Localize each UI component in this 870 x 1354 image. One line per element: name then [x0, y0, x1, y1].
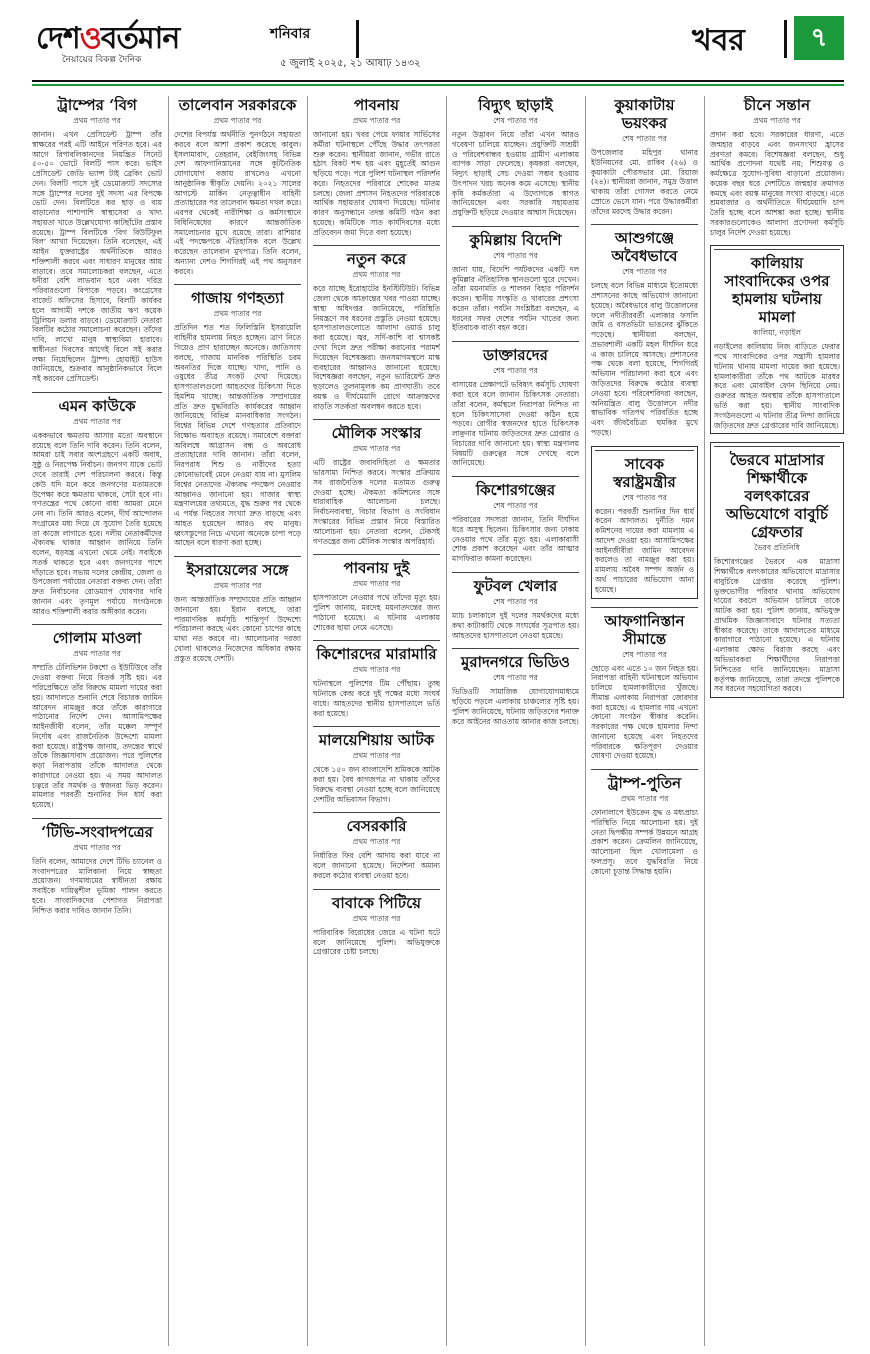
- story-body: ঘটনাস্থলে পুলিশের টিম পৌঁছায়। তুচ্ছ ঘটনাকে কেন্দ্র করে দুই পক্ষের মধ্যে সংঘর্ষ বাধে। আহতদের স্থানীয় হাসপাতালে ভর্তি করা হয়েছে।: [313, 679, 440, 718]
- column-4: [452, 96, 579, 1348]
- news-story: [313, 245, 440, 411]
- news-story: [32, 818, 162, 916]
- story-headline: কুমিল্লায় বিদেশি: [452, 226, 579, 251]
- news-story: [32, 96, 162, 384]
- story-headline: গাজায় গণহত্যা: [174, 284, 301, 309]
- news-story: [710, 96, 844, 237]
- story-body: চলছে বলে বিভিন্ন মাধ্যমে ইতোমধ্যে প্রশাসনের কাছে অভিযোগ জানানো হয়েছে। অবৈধভাবে বালু উত্তোলনের ফলে নদীতীরবর্তী এলাকার ফসলি জমি ও বসতভিটা ভাঙনের ঝুঁকিতে পড়েছে। স্থানীয়রা বলছেন, প্রভাবশালী একটি মহল দীর্ঘদিন ধরে এ কাজ চালিয়ে আসছে। প্রশাসনের পক্ষ থেকে বলা হয়েছে, শিগগিরই অভিযান পরিচালনা করা হবে এবং জড়িতদের বিরুদ্ধে কঠোর ব্যবস্থা নেওয়া হবে। পরিবেশবিদরা বলছেন, অনিয়ন্ত্রিত বালু উত্তোলনে নদীর স্বাভাবিক গতিপথ পরিবর্তিত হচ্ছে এবং জীববৈচিত্র্য হুমকির মুখে পড়ছে।: [591, 281, 698, 437]
- news-story: [452, 572, 579, 640]
- story-headline: ‘টিভি-সংবাদপত্রের: [32, 818, 162, 843]
- story-headline: চীনে সন্তান: [743, 96, 811, 114]
- story-body: উপজেলার মহিপুর থানার ইউনিয়নের মো. রাকিব (২৬) ও কুয়াকাটা পৌরসভার মো. রিয়াজ (২৪)। স্থানীয়রা জানান, সমুদ্র উত্তাল থাকায় তাঁরা গোসল করতে নেমে স্রোতে ভেসে যান। পরে উদ্ধারকর্মীরা তাঁদের মরদেহ উদ্ধার করেন।: [591, 148, 698, 216]
- story-headline: তালেবান সরকারকে: [178, 96, 297, 114]
- story-continuation-note: শেষ পাতার পর: [622, 267, 667, 277]
- column-rule: [585, 96, 586, 1346]
- story-body: করে যাচ্ছে ইরোহাটের ইনস্টিটিউট। বিভিন্ন জেলা থেকে আক্রান্তের খবর পাওয়া যাচ্ছে। স্বাস্থ্য অধিদপ্তর জানিয়েছে, পরিস্থিতি নিয়ন্ত্রণে সব ধরনের প্রস্তুতি নেওয়া হয়েছে। হাসপাতালগুলোতে আলাদা ওয়ার্ড চালু করা হয়েছে। জ্বর, সর্দি-কাশি বা শ্বাসকষ্ট দেখা দিলে দ্রুত পরীক্ষা করানোর পরামর্শ দিয়েছেন বিশেষজ্ঞরা। জনসমাগমস্থলে মাস্ক ব্যবহারের আহ্বানও জানানো হয়েছে। বিশেষজ্ঞরা বলছেন, নতুন ভ্যারিয়েন্ট দ্রুত ছড়ালেও তুলনামূলক কম প্রাণঘাতী। তবে বয়স্ক ও দীর্ঘমেয়াদি রোগে আক্রান্তদের বাড়তি সতর্কতা অবলম্বন করতে হবে।: [313, 284, 440, 411]
- story-body: থেকে ১৫০ জন বাংলাদেশি শ্রমিককে আটক করা হয়। বৈধ কাগজপত্র না থাকায় তাঁদের বিরুদ্ধে ব্যবস্থা নেওয়া হচ্ছে বলে জানিয়েছে দেশটির অভিবাসন বিভাগ।: [313, 765, 440, 804]
- story-headline: ট্রাম্প-পুতিন: [591, 769, 698, 794]
- news-story: [452, 341, 579, 468]
- story-body: জানানো হয়। খবর পেয়ে ফায়ার সার্ভিসের কর্মীরা ঘটনাস্থলে পৌঁছে উদ্ধার তৎপরতা শুরু করেন। স্থানীয়রা জানান, গভীর রাতে হঠাৎ বিকট শব্দ হয় এবং মুহূর্তেই আগুন ছড়িয়ে পড়ে। পরে পুলিশ ঘটনাস্থল পরিদর্শন করে। নিহতদের পরিবারে শোকের মাতম চলছে। জেলা প্রশাসন নিহতদের পরিবারকে আর্থিক সহায়তার ঘোষণা দিয়েছে। ঘটনার কারণ অনুসন্ধানে তদন্ত কমিটি গঠন করা হয়েছে। কমিটিকে সাত কার্যদিবসের মধ্যে প্রতিবেদন জমা দিতে বলা হয়েছে।: [313, 130, 440, 237]
- story-body: সম্প্রতি টেলিভিশন টকশো ও ইউটিউবে তাঁর দেওয়া বক্তব্য নিয়ে বিতর্ক সৃষ্টি হয়। এর পরিপ্রেক্ষিতে তাঁর বিরুদ্ধে মামলা দায়ের করা হয়। আদালতে শুনানি শেষে বিচারক জামিন আবেদন নামঞ্জুর করে তাঁকে কারাগারে পাঠানোর নির্দেশ দেন। আসামিপক্ষের আইনজীবী বলেন, তাঁর মক্কেল সম্পূর্ণ নির্দোষ এবং রাজনৈতিক উদ্দেশ্যে মামলা করা হয়েছে। রাষ্ট্রপক্ষ জানায়, তদন্তের স্বার্থে তাঁকে জিজ্ঞাসাবাদ প্রয়োজন। পরে পুলিশের কড়া নিরাপত্তায় তাঁকে আদালত থেকে কারাগারে নেওয়া হয়। এ সময় আদালত চত্বরে তাঁর সমর্থক ও স্বজনরা ভিড় করেন। মামলার পরবর্তী শুনানির দিন ধার্য করা হয়েছে।: [32, 663, 162, 810]
- story-body: বাসায়ের প্রেক্ষাপটে ভবিষ্যৎ কর্মসূচি ঘোষণা করা হবে বলে জানান চিকিৎসক নেতারা। তাঁরা বলেন, কর্মস্থলে নিরাপত্তা নিশ্চিত না হলে চিকিৎসাসেবা দেওয়া কঠিন হয়ে পড়বে। রোগীর স্বজনদের হাতে চিকিৎসক লাঞ্ছনার ঘটনায় জড়িতদের দ্রুত গ্রেপ্তার ও বিচারের দাবি জানানো হয়। স্বাস্থ্য মন্ত্রণালয় বিষয়টি গুরুত্বের সঙ্গে দেখছে বলে জানিয়েছে।: [452, 380, 579, 468]
- story-body: নির্ধারিত ফির বেশি আদায় করা যাবে না বলে জানানো হয়েছে। নির্দেশনা অমান্য করলে কঠোর ব্যবস্থা নেওয়া হবে।: [313, 851, 440, 880]
- column-rule: [704, 96, 705, 1346]
- news-story: [452, 96, 579, 218]
- news-story: [313, 419, 440, 546]
- story-body: জানান। এখন প্রেসিডেন্ট ট্রাম্প তাঁর স্বাক্ষরের পরই এটি আইনে পরিণত হবে। এর আগে রিপাবলিকানদের নিয়ন্ত্রিত সিনেট ৫০-৫০ ভোটে বিলটি পাস করে। ভাইস প্রেসিডেন্ট জেডি ভ্যান্স টাই ব্রেকিং ভোট দেন। বিলটি পাসে দুই ডেমোক্র্যাট সদস্যের সঙ্গে ট্রাম্পের দলের দুই সদস্য এর বিপক্ষে ভোট দেন। বিলটিতে কর ছাড় ও ব্যয় বাড়ানোর পাশাপাশি স্বাস্থ্যসেবা ও খাদ্য সহায়তা খাতে উল্লেখযোগ্য কাটছাঁটের প্রস্তাব রয়েছে। ট্রাম্প বিলটিকে ‘বিগ বিউটিফুল বিল’ আখ্যা দিয়েছেন। তিনি বলেছেন, এই আইন যুক্তরাষ্ট্রের অর্থনীতিকে আরও শক্তিশালী করবে এবং সাধারণ মানুষের আয় বাড়াবে। তবে সমালোচকরা বলছেন, এতে ধনীরা বেশি লাভবান হবে এবং দরিদ্র পরিবারগুলো বিপাকে পড়বে। কংগ্রেসের বাজেট অফিসের হিসাবে, বিলটি কার্যকর হলে আগামী দশকে জাতীয় ঋণ কয়েক ট্রিলিয়ন ডলার বাড়বে। ডেমোক্র্যাট নেতারা বিলটির কঠোর সমালোচনা করেছেন। তাঁদের দাবি, লাখো মানুষ স্বাস্থ্যবিমা হারাবে। স্বাধীনতা দিবসের আগেই বিলে সই করার লক্ষ্য নিয়েছিলেন ট্রাম্প। হোয়াইট হাউস জানিয়েছে, শুক্রবার আনুষ্ঠানিকভাবে বিলে সই করবেন প্রেসিডেন্ট।: [32, 130, 162, 384]
- story-continuation-note: প্রথম পাতার পর: [352, 665, 401, 675]
- story-body: নতুন উদ্ভাবন নিয়ে তাঁরা এখন আরও গবেষণা চালিয়ে যাচ্ছেন। প্রযুক্তিটি সাশ্রয়ী ও পরিবেশবান্ধব হওয়ায় গ্রামীণ এলাকায় ব্যাপক সাড়া ফেলেছে। কৃষকরা বলছেন, বিদ্যুৎ ছাড়াই সেচ দেওয়া সম্ভব হওয়ায় উৎপাদন খরচ অনেক কমে এসেছে। স্থানীয় কৃষি কর্মকর্তারা এ উদ্যোগকে স্বাগত জানিয়েছেন এবং সরকারি সহায়তায় প্রযুক্তিটি ছড়িয়ে দেওয়ার আশ্বাস দিয়েছেন।: [452, 130, 579, 218]
- news-story: [591, 607, 698, 762]
- news-story: [32, 624, 162, 809]
- story-continuation-note: প্রথম পাতার পর: [352, 116, 401, 125]
- story-headline: পাবনায় দুই: [313, 554, 440, 579]
- logo-circle-letter: ও: [79, 21, 101, 56]
- story-headline: নতুন করে: [313, 245, 440, 270]
- news-story: [313, 889, 440, 957]
- news-story: [452, 648, 579, 726]
- newspaper-logo: দেশওবর্তমান: [36, 21, 180, 56]
- story-body: তিনি বলেন, আমাদের দেশে টিভি চ্যানেল ও সংবাদপত্রের মালিকানা নিয়ে স্বচ্ছতা প্রয়োজন। গণমাধ্যমের স্বাধীনতা রক্ষায় সবাইকে দায়িত্বশীল ভূমিকা পালন করতে হবে। সাংবাদিকদের পেশাগত নিরাপত্তা নিশ্চিত করার দাবিও জানান তিনি।: [32, 856, 162, 915]
- story-headline: ভৈরবে মাদ্রাসার শিক্ষার্থীকে বলৎকারের অভিযোগে বাবুর্চি গ্রেফতার: [714, 446, 840, 543]
- story-continuation-note: প্রথম পাতার পর: [352, 579, 401, 589]
- story-headline: কুয়াকাটায় ভয়ংকর: [614, 96, 675, 132]
- story-continuation-note: শেষ পাতার পর: [493, 366, 538, 376]
- news-story: [313, 96, 440, 237]
- story-headline: গোলাম মাওলা: [32, 624, 162, 649]
- news-story: [591, 446, 698, 599]
- story-headline: আফগানিস্তান সীমান্তে: [591, 607, 698, 650]
- story-continuation-note: প্রথম পাতার পর: [620, 794, 669, 804]
- story-continuation-note: প্রথম পাতার পর: [73, 842, 121, 852]
- story-continuation-note: প্রথম পাতার পর: [352, 270, 401, 280]
- story-continuation-note: প্রথম পাতার পর: [73, 649, 121, 659]
- story-body: দেশের বিপর্যস্ত অর্থনীতি পুনর্গঠনে সহায়তা করবে বলে আশা প্রকাশ করেছে কাবুল। ইসলামাবাদ, তেহরান, বেইজিংসহ বিভিন্ন দেশ আফগানিস্তানের সঙ্গে কূটনৈতিক যোগাযোগ বজায় রাখলেও এখনো আনুষ্ঠানিক স্বীকৃতি দেয়নি। ২০২১ সালের আগস্টে মার্কিন নেতৃত্বাধীন বাহিনী প্রত্যাহারের পর তালেবান ক্ষমতা দখল করে। এরপর থেকেই নারীশিক্ষা ও কর্মসংস্থানে বিধিনিষেধের কারণে আন্তর্জাতিক সমালোচনার মুখে রয়েছে তারা। রাশিয়ার এই পদক্ষেপকে ঐতিহাসিক বলে উল্লেখ করেছেন তালেবান মুখপাত্র। তিনি বলেন, অন্যান্য দেশও শিগগিরই এই পথ অনুসরণ করবে।: [174, 130, 301, 276]
- masthead-divider: [356, 20, 359, 58]
- column-rule: [446, 96, 447, 1346]
- news-story: [313, 812, 440, 880]
- masthead-divider: [784, 20, 787, 58]
- news-story: [591, 224, 698, 437]
- story-body: নড়াইলের কালিয়ায় নিজ বাড়িতে ফেরার পথে সাংবাদিকের ওপর সন্ত্রাসী হামলার ঘটনায় থানায় মামলা দায়ের করা হয়েছে। হামলাকারীরা তাঁকে পথ আটকে মারধর করে এবং মোবাইল ফোন ছিনিয়ে নেয়। গুরুতর আহত অবস্থায় তাঁকে হাসপাতালে ভর্তি করা হয়। স্থানীয় সাংবাদিক সংগঠনগুলো এ ঘটনার তীব্র নিন্দা জানিয়ে জড়িতদের দ্রুত গ্রেপ্তারের দাবি জানিয়েছে।: [714, 342, 840, 430]
- story-headline: ডাক্তারদের: [452, 341, 579, 366]
- column-6: [710, 96, 844, 1348]
- news-story: [174, 96, 301, 276]
- story-continuation-note: প্রথম পাতার পর: [213, 309, 262, 319]
- column-1: [32, 96, 162, 1348]
- story-body: ফোনালাপে ইউক্রেন যুদ্ধ ও মধ্যপ্রাচ্য পরিস্থিতি নিয়ে আলোচনা হয়। দুই নেতা দ্বিপক্ষীয় সম্পর্ক উন্নয়নে আগ্রহ প্রকাশ করেন। ক্রেমলিন জানিয়েছে, আলোচনা ছিল খোলামেলা ও ফলপ্রসূ। তবে যুদ্ধবিরতি নিয়ে কোনো চূড়ান্ত সিদ্ধান্ত হয়নি।: [591, 808, 698, 876]
- story-body: এটি রাষ্ট্রের জবাবদিহিতা ও ক্ষমতার ভারসাম্য নিশ্চিত করবে। সংস্কার প্রক্রিয়ায় সব রাজনৈতিক দলের মতামত গুরুত্ব দেওয়া হচ্ছে। ঐকমত্য কমিশনের সঙ্গে ধারাবাহিক আলোচনা চলছে। নির্বাচনব্যবস্থা, বিচার বিভাগ ও সংবিধান সংস্কারের বিভিন্ন প্রস্তাব নিয়ে বিস্তারিত আলোচনা হয়। নেতারা বলেন, টেকসই গণতন্ত্রের জন্য মৌলিক সংস্কার অপরিহার্য।: [313, 458, 440, 546]
- story-continuation-note: শেষ পাতার পর: [493, 116, 538, 125]
- story-continuation-note: শেষ পাতার পর: [493, 501, 538, 511]
- story-continuation-note: প্রথম পাতার পর: [352, 837, 401, 847]
- day-name: শনিবার: [270, 26, 311, 42]
- story-headline: ট্রাম্পের ‘বিগ: [57, 96, 137, 114]
- column-rule: [307, 96, 308, 1346]
- story-continuation-note: প্রথম পাতার পর: [73, 116, 121, 125]
- story-continuation-note: শেষ পাতার পর: [493, 250, 538, 260]
- tagline: নৈয়ায়ের বিকল্প দৈনিক: [62, 55, 142, 65]
- story-headline: মালয়েশিয়ায় আটক: [313, 726, 440, 751]
- story-headline: বাবাকে পিটিয়ে: [313, 889, 440, 914]
- story-body: ম্যাচ চলাকালে দুই দলের সমর্থকদের মধ্যে কথা কাটাকাটি থেকে সংঘর্ষের সূত্রপাত হয়। আহতদের হাসপাতালে নেওয়া হয়েছে।: [452, 610, 579, 640]
- story-headline: বিদ্যুৎ ছাড়াই: [478, 96, 553, 114]
- story-headline: ফুটবল খেলার: [452, 572, 579, 597]
- story-continuation-note: প্রথম পাতার পর: [213, 116, 262, 125]
- story-continuation-note: প্রথম পাতার পর: [213, 581, 262, 591]
- story-body: প্রতিদিন শত শত ফিলিস্তিনি ইসরায়েলি বাহিনীর হামলায় নিহত হচ্ছেন। ত্রাণ নিতে গিয়েও প্রাণ হারাচ্ছেন অনেকে। জাতিসংঘ বলছে, গাজায় মানবিক পরিস্থিতি চরম অবনতির দিকে যাচ্ছে। খাদ্য, পানি ও ওষুধের তীব্র সংকট দেখা দিয়েছে। হাসপাতালগুলো আহতদের চিকিৎসা দিতে হিমশিম খাচ্ছে। আন্তর্জাতিক সম্প্রদায়ের প্রতি দ্রুত যুদ্ধবিরতি কার্যকরের আহ্বান জানিয়েছে বিভিন্ন মানবাধিকার সংগঠন। বিশ্বের বিভিন্ন দেশে গণহত্যার প্রতিবাদে বিক্ষোভ অব্যাহত রয়েছে। সমাবেশে বক্তারা অবিলম্বে আগ্রাসন বন্ধ ও অবরোধ প্রত্যাহারের দাবি জানান। তাঁরা বলেন, নিরপরাধ শিশু ও নারীদের হত্যা কোনোভাবেই মেনে নেওয়া যায় না। মুসলিম বিশ্বের নেতাদের ঐক্যবদ্ধ পদক্ষেপ নেওয়ার আহ্বানও জানানো হয়। গাজার স্বাস্থ্য মন্ত্রণালয়ের তথ্যমতে, যুদ্ধ শুরুর পর থেকে এ পর্যন্ত নিহতের সংখ্যা দ্রুত বাড়ছে এবং আহত হয়েছেন আরও বহু মানুষ। ধ্বংসস্তূপের নিচে এখনো অনেকে চাপা পড়ে আছেন বলে ধারণা করা হচ্ছে।: [174, 323, 301, 548]
- story-headline: বেসরকারি: [313, 812, 440, 837]
- header-rule-green: [32, 84, 844, 86]
- story-continuation-note: শেষ পাতার পর: [493, 673, 538, 683]
- page-number: ৭: [794, 16, 844, 60]
- story-continuation-note: প্রথম পাতার পর: [352, 751, 401, 761]
- story-continuation-note: প্রথম পাতার পর: [352, 444, 401, 454]
- story-headline: কালিয়ায় সাংবাদিকের ওপর হামলায় ঘটনায় মামলা: [714, 249, 840, 328]
- news-story: [313, 726, 440, 804]
- story-headline: পাবনায়: [353, 96, 400, 114]
- story-continuation-note: শেষ পাতার পর: [493, 596, 538, 606]
- story-body: জন্য আন্তর্জাতিক সম্প্রদায়ের প্রতি আহ্বান জানানো হয়। ইরান বলছে, তারা পারমাণবিক কর্মসূচি শান্তিপূর্ণ উদ্দেশ্যে পরিচালনা করছে এবং কোনো চাপের কাছে মাথা নত করবে না। আলোচনার দরজা খোলা থাকলেও নিজেদের অধিকার রক্ষায় প্রস্তুত রয়েছে দেশটি।: [174, 595, 301, 663]
- story-body: হাসপাতালে নেওয়ার পথে তাঁদের মৃত্যু হয়। পুলিশ জানায়, মরদেহ ময়নাতদন্তের জন্য পাঠানো হয়েছে। এ ঘটনায় এলাকায় শোকের ছায়া নেমে এসেছে।: [313, 593, 440, 632]
- news-story: [174, 556, 301, 663]
- news-story: [313, 640, 440, 718]
- story-continuation-note: কালিয়া, নড়াইল: [752, 328, 801, 338]
- section-name: খবর: [692, 23, 745, 58]
- story-headline: মৌলিক সংস্কার: [313, 419, 440, 444]
- story-headline: আশুগঞ্জে অবৈধভাবে: [591, 224, 698, 267]
- story-headline: ইসরায়েলের সঙ্গে: [174, 556, 301, 581]
- story-continuation-note: প্রথম পাতার পর: [352, 913, 401, 923]
- header-rule: [32, 80, 844, 82]
- story-headline: সাবেক স্বরাষ্ট্রমন্ত্রীর: [595, 450, 694, 493]
- column-rule: [168, 96, 169, 1346]
- news-story: [452, 226, 579, 333]
- story-body: পরিবারের সদস্যরা জানান, তিনি দীর্ঘদিন ধরে অসুস্থ ছিলেন। চিকিৎসার জন্য ঢাকায় নেওয়ার পথে তাঁর মৃত্যু হয়। এলাকাবাসী শোক প্রকাশ করেছেন এবং তাঁর আত্মার মাগফিরাত কামনা করেছেন।: [452, 515, 579, 564]
- news-story: [710, 245, 844, 434]
- story-body: প্রদান করা হবে। সরকারের ধারণা, এতে জন্মহার বাড়বে এবং জনসংখ্যা হ্রাসের প্রবণতা কমবে। বিশেষজ্ঞরা বলছেন, শুধু আর্থিক প্রণোদনা যথেষ্ট নয়; শিশুযত্ন ও কর্মক্ষেত্রে সুযোগ-সুবিধা বাড়ানো প্রয়োজন। কয়েক বছর ধরে দেশটিতে জন্মহার ক্রমাগত কমছে এবং বয়স্ক মানুষের সংখ্যা বাড়ছে। এতে শ্রমবাজার ও অর্থনীতিতে দীর্ঘমেয়াদি চাপ তৈরি হচ্ছে বলে আশঙ্কা করা হচ্ছে। স্থানীয় সরকারগুলোকেও আলাদা প্রণোদনা কর্মসূচি চালুর নির্দেশ দেওয়া হয়েছে।: [710, 130, 844, 237]
- story-continuation-note: প্রথম পাতার পর: [753, 116, 801, 125]
- story-body: এককভাবে ক্ষমতায় আসার মতো অবস্থানে রয়েছে বলে তিনি দাবি করেন। তিনি বলেন, আমরা চাই সবার অংশগ্রহণে একটি অবাধ, সুষ্ঠু ও নিরপেক্ষ নির্বাচন। জনগণ যাকে ভোট দেবে তারাই দেশ পরিচালনা করবে। কিন্তু কেউ যদি মনে করে জনগণের মতামতকে উপেক্ষা করে ক্ষমতায় থাকবে, সেটা হবে না। গণতন্ত্রের পথে কোনো বাধা আমরা মেনে নেব না। তিনি আরও বলেন, দীর্ঘ আন্দোলন সংগ্রামের মধ্য দিয়ে যে সুযোগ তৈরি হয়েছে তা কাজে লাগাতে হবে। দলীয় নেতাকর্মীদের ঐক্যবদ্ধ থাকার আহ্বান জানিয়ে তিনি বলেন, ষড়যন্ত্র এখনো থেমে নেই। সবাইকে সতর্ক থাকতে হবে এবং জনগণের পাশে দাঁড়াতে হবে। সভায় দলের কেন্দ্রীয়, জেলা ও উপজেলা পর্যায়ের নেতারা বক্তব্য দেন। তাঁরা দ্রুত নির্বাচনের রোডম্যাপ ঘোষণার দাবি জানান এবং তৃণমূল পর্যায়ে সংগঠনকে আরও শক্তিশালী করার অঙ্গীকার করেন।: [32, 430, 162, 616]
- story-continuation-note: প্রথম পাতার পর: [73, 416, 121, 426]
- story-body: ছোড়ে এবং এতে ১০ জন নিহত হয়। নিরাপত্তা বাহিনী ঘটনাস্থলে অভিযান চালিয়ে হামলাকারীদের খুঁজছে। সীমান্ত এলাকায় নিরাপত্তা জোরদার করা হয়েছে। এ হামলার দায় এখনো কোনো সংগঠন স্বীকার করেনি। সরকারের পক্ষ থেকে হামলার নিন্দা জানানো হয়েছে এবং নিহতদের পরিবারকে ক্ষতিপূরণ দেওয়ার ঘোষণা দেওয়া হয়েছে।: [591, 663, 698, 761]
- masthead: [32, 12, 844, 72]
- column-2: [174, 96, 301, 1348]
- story-body: কিশোরগঞ্জের ভৈরবে এক মাদ্রাসা শিক্ষার্থীকে বলৎকারের অভিযোগে মাদ্রাসার বাবুর্চিকে গ্রেপ্তার করেছে পুলিশ। ভুক্তভোগীর পরিবার থানায় অভিযোগ দায়ের করলে অভিযান চালিয়ে তাকে আটক করা হয়। পুলিশ জানায়, অভিযুক্ত প্রাথমিক জিজ্ঞাসাবাদে ঘটনার সত্যতা স্বীকার করেছে। তাকে আদালতের মাধ্যমে কারাগারে পাঠানো হয়েছে। এ ঘটনায় এলাকায় ক্ষোভ বিরাজ করছে এবং অভিভাবকরা শিক্ষার্থীদের নিরাপত্তা নিশ্চিতের দাবি জানিয়েছেন। মাদ্রাসা কর্তৃপক্ষ জানিয়েছে, তারা তদন্তে পুলিশকে সব ধরনের সহযোগিতা করবে।: [714, 557, 840, 694]
- column-5: [591, 96, 698, 1348]
- news-story: [174, 284, 301, 548]
- story-body: ভিডিওটি সামাজিক যোগাযোগমাধ্যমে ছড়িয়ে পড়লে এলাকায় চাঞ্চল্যের সৃষ্টি হয়। পুলিশ জানিয়েছে, ঘটনায় জড়িতদের শনাক্ত করে আইনের আওতায় আনার কাজ চলছে।: [452, 687, 579, 726]
- news-story: [313, 554, 440, 632]
- story-continuation-note: শেষ পাতার পর: [622, 134, 667, 143]
- story-headline: কিশোরদের মারামারি: [313, 640, 440, 665]
- story-continuation-note: ভৈরব প্রতিনিধি: [754, 543, 800, 553]
- story-headline: কিশোরগঞ্জের: [452, 476, 579, 501]
- story-continuation-note: শেষ পাতার পর: [622, 649, 667, 659]
- news-story: [710, 442, 844, 698]
- column-3: [313, 96, 440, 1348]
- story-body: জানা যায়, বিদেশি পর্যটকদের একটি দল কুমিল্লার ঐতিহাসিক স্থানগুলো ঘুরে দেখেন। তাঁরা ময়নামতি ও শালবন বিহার পরিদর্শন করেন। স্থানীয় সংস্কৃতি ও খাবারের প্রশংসা করেন তাঁরা। পর্যটন সংশ্লিষ্টরা বলছেন, এ ধরনের সফর দেশের পর্যটন খাতের জন্য ইতিবাচক বার্তা বহন করে।: [452, 264, 579, 333]
- news-story: [32, 392, 162, 617]
- story-headline: মুরাদনগরে ভিডিও: [452, 648, 579, 673]
- story-headline: এমন কাউকে: [32, 392, 162, 417]
- story-continuation-note: শেষ পাতার পর: [622, 492, 667, 502]
- news-story: [452, 476, 579, 564]
- story-body: পারিবারিক বিরোধের জেরে এ ঘটনা ঘটে বলে জানিয়েছে পুলিশ। অভিযুক্তকে গ্রেপ্তারের চেষ্টা চলছে।: [313, 927, 440, 957]
- story-body: করেন। পরবর্তী শুনানির দিন ধার্য করেন আদালত। দুর্নীতি দমন কমিশনের দায়ের করা মামলায় এ আদেশ দেওয়া হয়। আসামিপক্ষের আইনজীবীরা জামিন আবেদন করলেও তা নামঞ্জুর করা হয়। মামলায় অবৈধ সম্পদ অর্জন ও অর্থ পাচারের অভিযোগ আনা হয়েছে।: [595, 506, 694, 594]
- news-story: [591, 769, 698, 876]
- issue-date: ৫ জুলাই ২০২৫, ২১ আষাঢ় ১৪৩২: [280, 58, 421, 69]
- news-story: [591, 96, 698, 216]
